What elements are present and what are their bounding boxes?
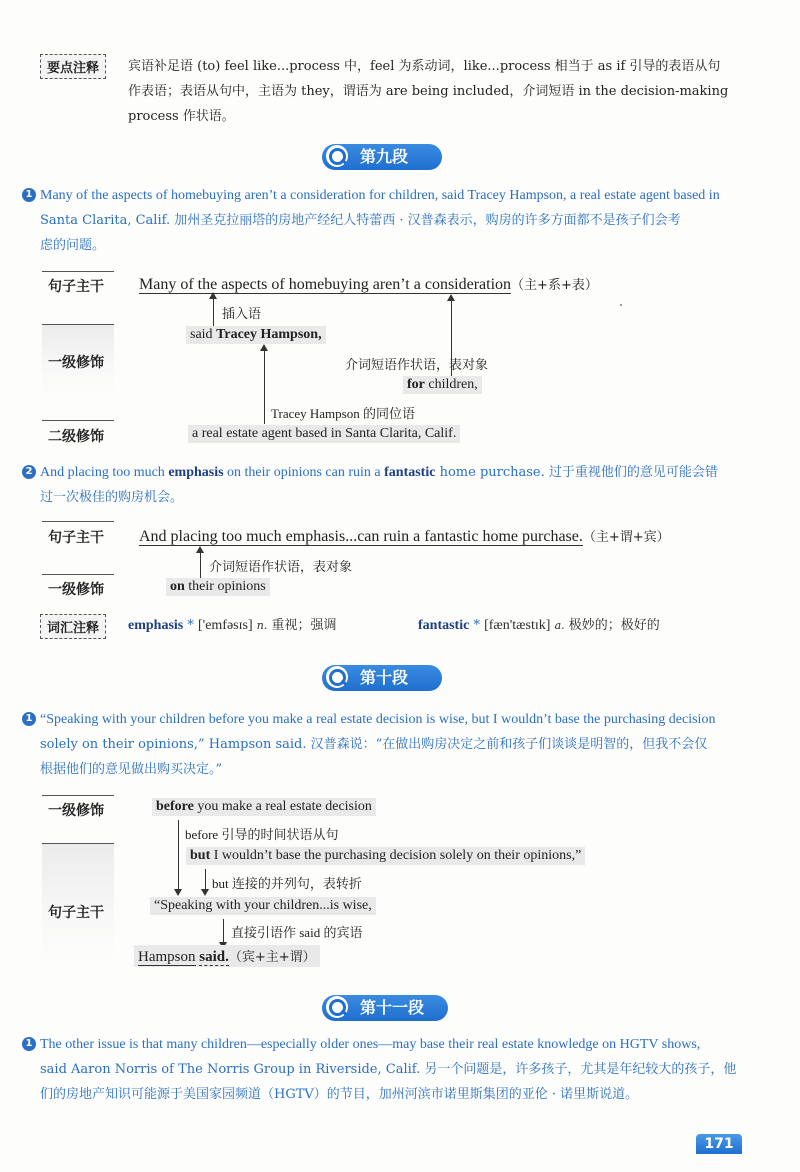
key-note-line: 宾语补足语 (to) feel like...process 中，feel 为系动词，like...process 相当于 as if 引导的表语从句 bbox=[128, 59, 721, 74]
label-level-2: 二级修饰 bbox=[48, 429, 104, 445]
but-rest: I wouldn’t base the purchasing decision solely on their opinions,” bbox=[210, 848, 582, 863]
for-rest: children, bbox=[424, 377, 478, 392]
main-clause bbox=[139, 526, 670, 546]
text-run: And placing too much bbox=[40, 465, 169, 480]
predicate: said. bbox=[199, 949, 229, 965]
before-word: before bbox=[156, 799, 194, 814]
main-clause-text: And placing too much emphasis...can ruin a fantastic home purchase. bbox=[139, 528, 583, 545]
sentence-line: 们的房地产知识可能源于美国家园频道（HGTV）的节目，加州河滨市诺里斯集团的亚伦 · 诺里斯说道。 bbox=[40, 1087, 639, 1102]
divider bbox=[42, 795, 114, 796]
phrase-appos: a real estate agent based in Santa Clarita, Calif. bbox=[188, 425, 460, 443]
part-of-speech: n. bbox=[256, 619, 268, 632]
before-rest: you make a real estate decision bbox=[193, 799, 372, 814]
note-appos: Tracey Hampson 的同位语 bbox=[271, 406, 415, 421]
sentence-9-2 bbox=[40, 460, 760, 510]
note-insert: 插入语 bbox=[222, 306, 262, 321]
key-note-line: 作表语；表语从句中，主语为 they，谓语为 are being included，介词短语 in the decision-making bbox=[128, 84, 729, 99]
sentence-number-badge: 1 bbox=[22, 1037, 36, 1051]
label-main-clause: 句子主干 bbox=[48, 530, 104, 546]
magnifier-icon bbox=[326, 996, 348, 1018]
sentence-10-1 bbox=[40, 707, 760, 782]
vocab-tag: 词汇注释 bbox=[40, 614, 106, 639]
vocab-word: emphasis bbox=[128, 618, 184, 633]
label-level-1: 一级修饰 bbox=[48, 582, 104, 598]
for-word: for bbox=[407, 377, 425, 392]
phrase-before bbox=[152, 798, 376, 816]
key-note-text bbox=[128, 54, 728, 129]
label-main-clause: 句子主干 bbox=[48, 905, 104, 921]
structure-note: （主+谓+宾） bbox=[582, 530, 670, 545]
page-number: 171 bbox=[696, 1134, 742, 1154]
on-word: on bbox=[170, 579, 185, 594]
label-level-1: 一级修饰 bbox=[48, 355, 104, 371]
definition: 重视；强调 bbox=[271, 618, 337, 633]
magnifier-icon bbox=[326, 145, 348, 167]
said-text: said bbox=[190, 327, 217, 342]
vocab-entry-fantastic bbox=[418, 614, 660, 634]
label-main-clause: 句子主干 bbox=[48, 279, 104, 295]
vocab-word: emphasis bbox=[168, 465, 224, 480]
section-header-11 bbox=[322, 995, 448, 1021]
divider bbox=[42, 574, 114, 575]
divider bbox=[42, 420, 114, 421]
sentence-9-1 bbox=[40, 183, 760, 258]
note-quote: 直接引语作 said 的宾语 bbox=[231, 925, 363, 940]
star-icon: * bbox=[473, 618, 480, 633]
sentence-line: 过一次极佳的购房机会。 bbox=[40, 490, 184, 505]
structure-note: （宾+主+谓） bbox=[228, 950, 316, 965]
phrase-said bbox=[186, 326, 326, 344]
vocab-word: fantastic bbox=[418, 618, 470, 633]
subject: Hampson bbox=[138, 949, 196, 965]
magnifier-icon bbox=[326, 666, 348, 688]
arrow-down bbox=[178, 820, 179, 890]
divider bbox=[42, 271, 114, 272]
sentence-line: 虑的问题。 bbox=[40, 238, 106, 253]
definition: 极妙的；极好的 bbox=[568, 618, 660, 633]
key-note-tag: 要点注释 bbox=[40, 54, 106, 79]
pronunciation: [fæn'tæstɪk] bbox=[484, 618, 551, 633]
phrase-for bbox=[403, 376, 482, 394]
main-clause bbox=[134, 945, 320, 967]
main-clause-text: Many of the aspects of homebuying aren’t a consideration bbox=[139, 276, 512, 293]
sentence-number-badge: 2 bbox=[22, 465, 36, 479]
phrase-but bbox=[186, 847, 585, 865]
note-prep: 介词短语作状语，表对象 bbox=[345, 357, 489, 372]
sentence-11-1 bbox=[40, 1032, 760, 1107]
sentence-line: solely on their opinions,” Hampson said. 汉普森说：“在做出购房决定之前和孩子们谈谈是明智的，但我不会仅 bbox=[40, 737, 708, 752]
star-icon: * bbox=[187, 618, 194, 633]
sentence-line: Many of the aspects of homebuying aren’t a consideration for children, said Tracey Hampson, a real estate agent based in bbox=[40, 188, 720, 203]
on-rest: their opinions bbox=[184, 579, 266, 594]
note-on: 介词短语作状语，表对象 bbox=[209, 559, 353, 574]
dot bbox=[620, 304, 622, 306]
section-header-9 bbox=[322, 144, 442, 170]
sentence-line: “Speaking with your children before you make a real estate decision is wise, but I wouldn’t base the purchasing decision bbox=[40, 712, 716, 727]
part-of-speech: a. bbox=[554, 619, 565, 632]
arrow-down bbox=[205, 869, 206, 890]
main-clause bbox=[139, 274, 598, 294]
arrow-up bbox=[213, 298, 214, 326]
vocab-entry-emphasis bbox=[128, 614, 337, 634]
structure-note: （主+系+表） bbox=[511, 278, 598, 293]
sentence-line bbox=[40, 460, 760, 485]
section-title: 第十一段 bbox=[360, 998, 425, 1017]
sentence-line: Santa Clarita, Calif. 加州圣克拉丽塔的房地产经纪人特蕾西 · 汉普森表示，购房的许多方面都不是孩子们会考 bbox=[40, 213, 681, 228]
sentence-line: 根据他们的意见做出购买决定。” bbox=[40, 762, 223, 777]
text-run: home purchase. 过于重视他们的意见可能会错 bbox=[435, 465, 718, 480]
vocab-word: fantastic bbox=[384, 465, 436, 480]
sentence-number-badge: 1 bbox=[22, 712, 36, 726]
arrow-down bbox=[223, 919, 224, 943]
sentence-number-badge: 1 bbox=[22, 188, 36, 202]
phrase-on bbox=[166, 578, 270, 596]
but-word: but bbox=[190, 848, 211, 863]
label-level-1: 一级修饰 bbox=[48, 803, 104, 819]
note-but: but 连接的并列句，表转折 bbox=[212, 876, 362, 891]
section-header-10 bbox=[322, 665, 442, 691]
text-run: on their opinions can ruin a bbox=[223, 465, 385, 480]
key-note-line: process 作状语。 bbox=[128, 109, 235, 124]
note-before: before 引导的时间状语从句 bbox=[185, 827, 339, 842]
said-name: Tracey Hampson, bbox=[216, 327, 322, 342]
arrow-up bbox=[200, 552, 201, 578]
arrow-up bbox=[264, 350, 265, 424]
section-title: 第九段 bbox=[360, 147, 409, 166]
section-title: 第十段 bbox=[360, 668, 409, 687]
sentence-line: The other issue is that many children—especially older ones—may base their real estate knowledge on HGTV shows, bbox=[40, 1037, 701, 1052]
divider bbox=[42, 521, 114, 522]
sentence-line: said Aaron Norris of The Norris Group in Riverside, Calif. 另一个问题是，许多孩子，尤其是年纪较大的孩子，他 bbox=[40, 1062, 737, 1077]
phrase-speaking: “Speaking with your children...is wise, bbox=[150, 897, 376, 915]
pronunciation: ['emfəsɪs] bbox=[198, 618, 253, 633]
